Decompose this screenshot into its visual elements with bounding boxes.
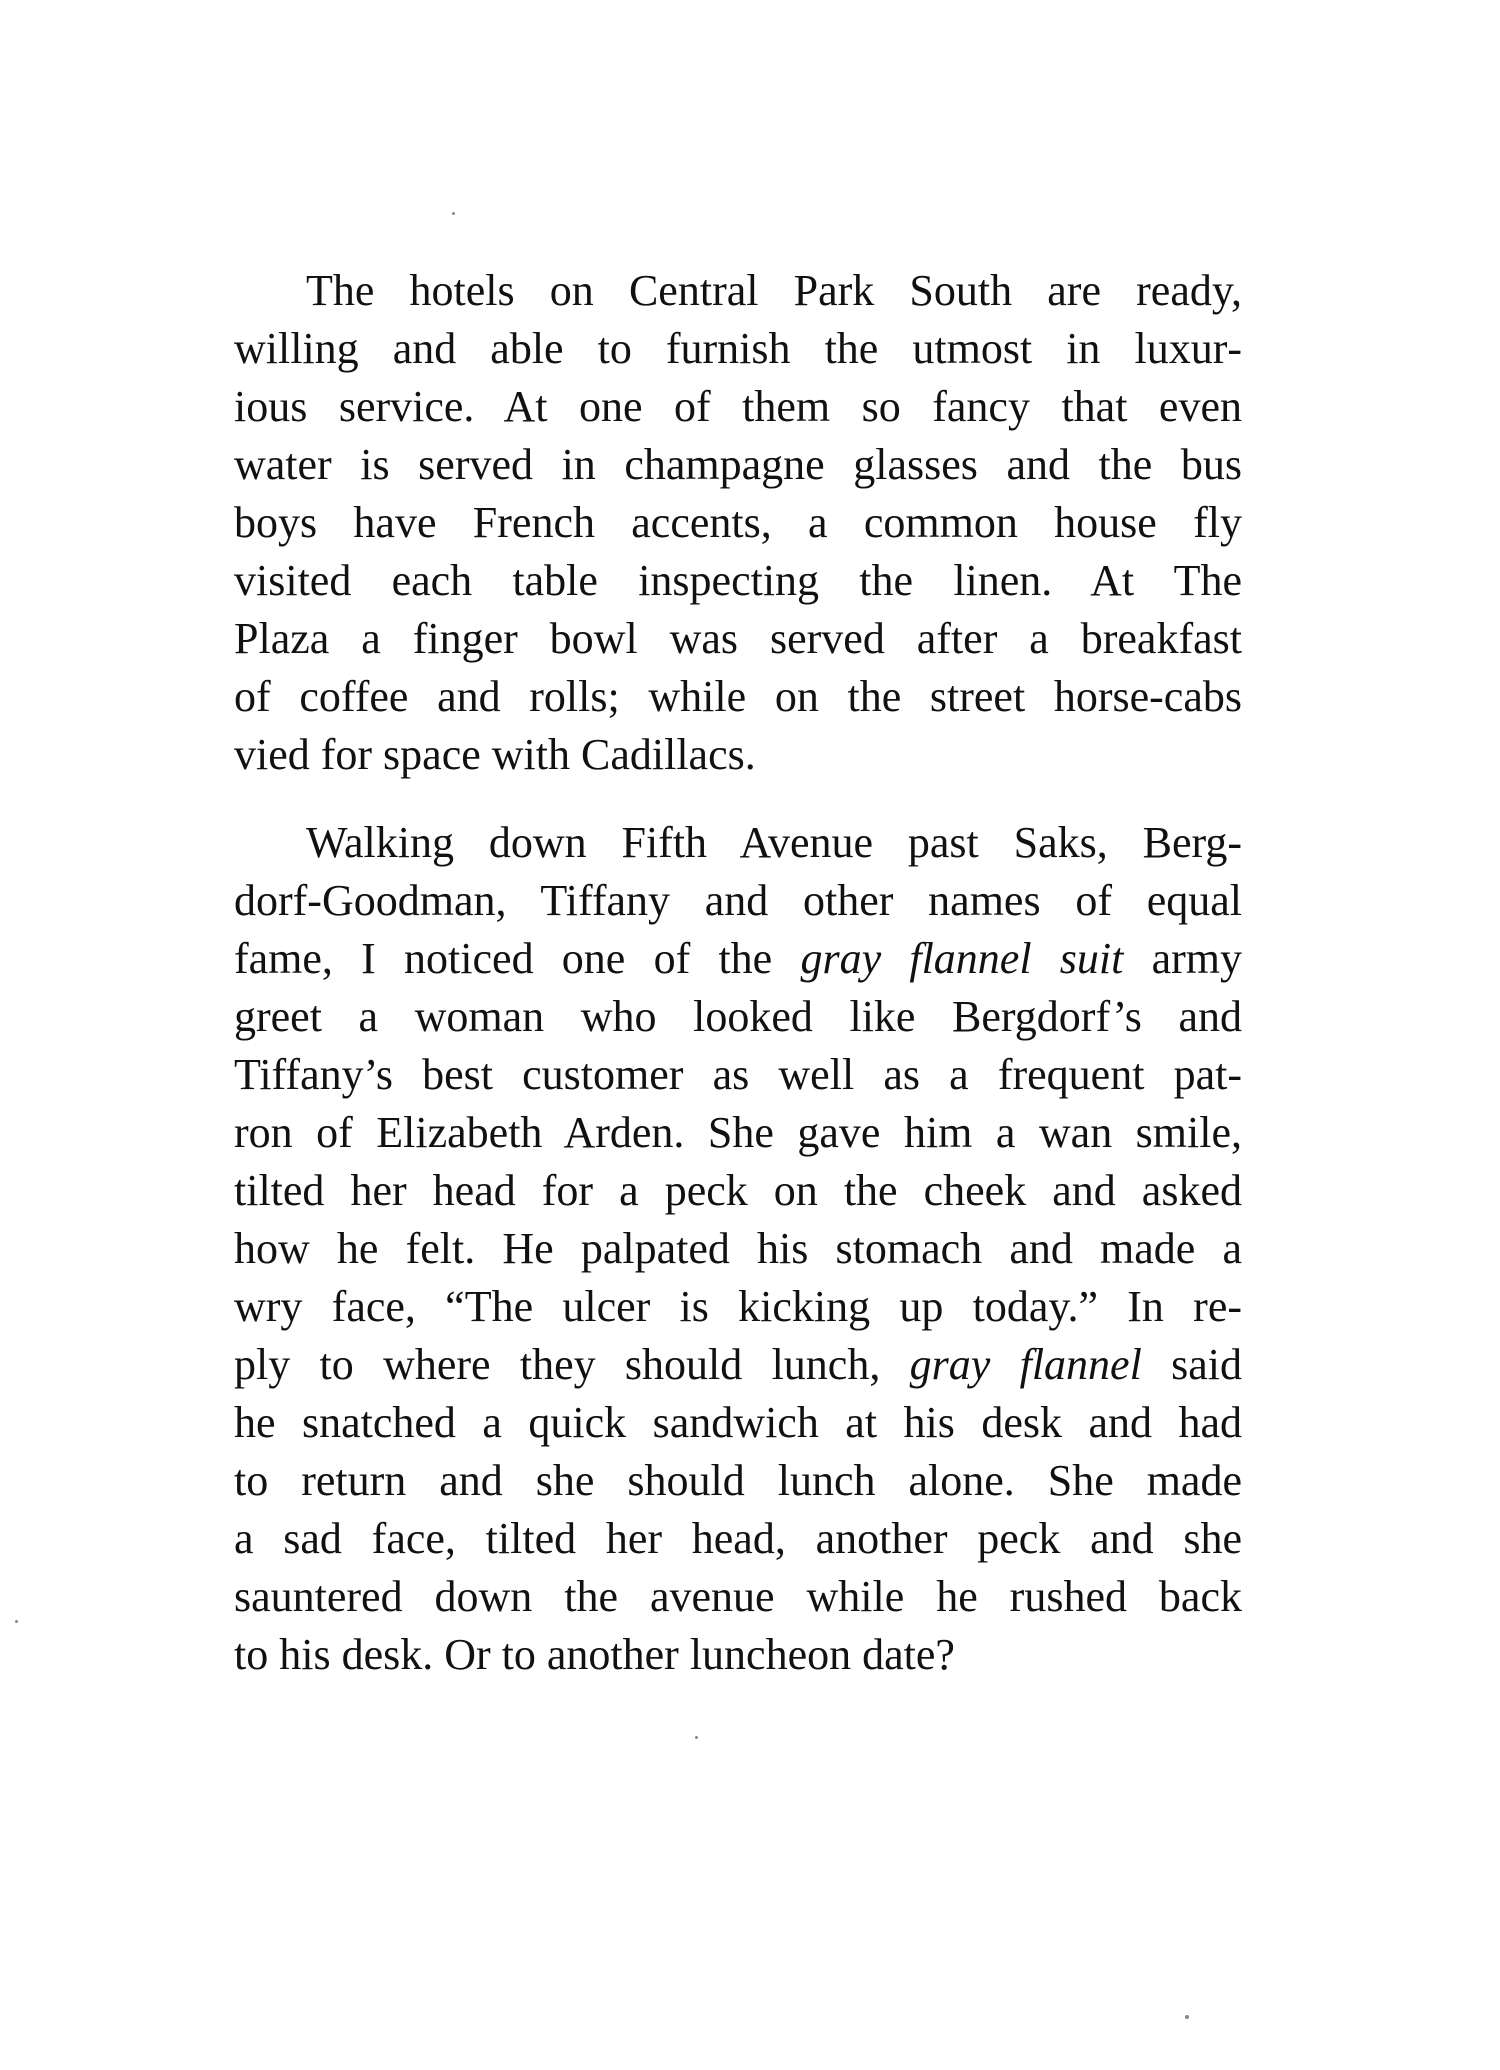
text-segment: sauntered down the avenue while he rushed back	[234, 1572, 1242, 1621]
text-segment: how he felt. He palpated his stomach and made a	[234, 1224, 1242, 1273]
text-line	[234, 726, 1242, 784]
paragraph-gap	[234, 784, 1242, 814]
text-line	[234, 1452, 1242, 1510]
text-segment: army	[1123, 934, 1243, 983]
italic-phrase: gray flannel	[909, 1340, 1142, 1389]
scan-speck	[1185, 2015, 1189, 2019]
text-segment: to his desk. Or to another luncheon date?	[234, 1630, 955, 1679]
text-segment: Tiffany’s best customer as well as a frequent pat‑	[234, 1050, 1242, 1099]
text-segment: ron of Elizabeth Arden. She gave him a wan smile,	[234, 1108, 1242, 1157]
text-line	[234, 552, 1242, 610]
paragraph	[234, 814, 1242, 1684]
text-segment: Plaza a finger bowl was served after a breakfast	[234, 614, 1242, 663]
scan-speck	[452, 212, 455, 215]
text-segment: to return and she should lunch alone. She made	[234, 1456, 1242, 1505]
text-line	[234, 494, 1242, 552]
text-segment: ply to where they should lunch,	[234, 1340, 910, 1389]
text-segment: tilted her head for a peck on the cheek and asked	[234, 1166, 1242, 1215]
text-segment: The hotels on Central Park South are ready,	[306, 266, 1242, 315]
text-segment: a sad face, tilted her head, another peck and she	[234, 1514, 1242, 1563]
text-line	[234, 1336, 1242, 1394]
text-line	[234, 1046, 1242, 1104]
text-line	[234, 1162, 1242, 1220]
text-line	[234, 1220, 1242, 1278]
text-segment: he snatched a quick sandwich at his desk and had	[234, 1398, 1242, 1447]
text-segment: Walking down Fifth Avenue past Saks, Berg‑	[306, 818, 1242, 867]
text-line	[234, 814, 1242, 872]
text-line	[234, 1394, 1242, 1452]
scan-speck	[695, 1736, 698, 1739]
text-line	[234, 262, 1242, 320]
text-line	[234, 930, 1242, 988]
text-segment: visited each table inspecting the linen. At The	[234, 556, 1242, 605]
text-line	[234, 988, 1242, 1046]
text-segment: of coffee and rolls; while on the street horse‑cabs	[234, 672, 1242, 721]
text-segment: boys have French accents, a common house fly	[234, 498, 1242, 547]
paragraph	[234, 262, 1242, 784]
text-segment: fame, I noticed one of the	[234, 934, 801, 983]
text-segment: vied for space with Cadillacs.	[234, 730, 756, 779]
scan-speck	[15, 1620, 18, 1623]
text-line	[234, 1104, 1242, 1162]
text-segment: said	[1141, 1340, 1242, 1389]
text-segment: ious service. At one of them so fancy that even	[234, 382, 1242, 431]
text-line	[234, 1510, 1242, 1568]
text-segment: water is served in champagne glasses and the bus	[234, 440, 1242, 489]
text-line	[234, 1568, 1242, 1626]
text-line	[234, 1278, 1242, 1336]
text-segment: dorf‑Goodman, Tiffany and other names of equal	[234, 876, 1242, 925]
text-line	[234, 610, 1242, 668]
body-text	[234, 262, 1242, 1684]
text-line	[234, 1626, 1242, 1684]
text-segment: greet a woman who looked like Bergdorf’s and	[234, 992, 1242, 1041]
text-line	[234, 378, 1242, 436]
text-segment: willing and able to furnish the utmost in luxur‑	[234, 324, 1242, 373]
text-segment: wry face, “The ulcer is kicking up today.” In re‑	[234, 1282, 1242, 1331]
italic-phrase: gray flannel suit	[800, 934, 1124, 983]
text-line	[234, 436, 1242, 494]
text-line	[234, 668, 1242, 726]
text-line	[234, 872, 1242, 930]
text-line	[234, 320, 1242, 378]
